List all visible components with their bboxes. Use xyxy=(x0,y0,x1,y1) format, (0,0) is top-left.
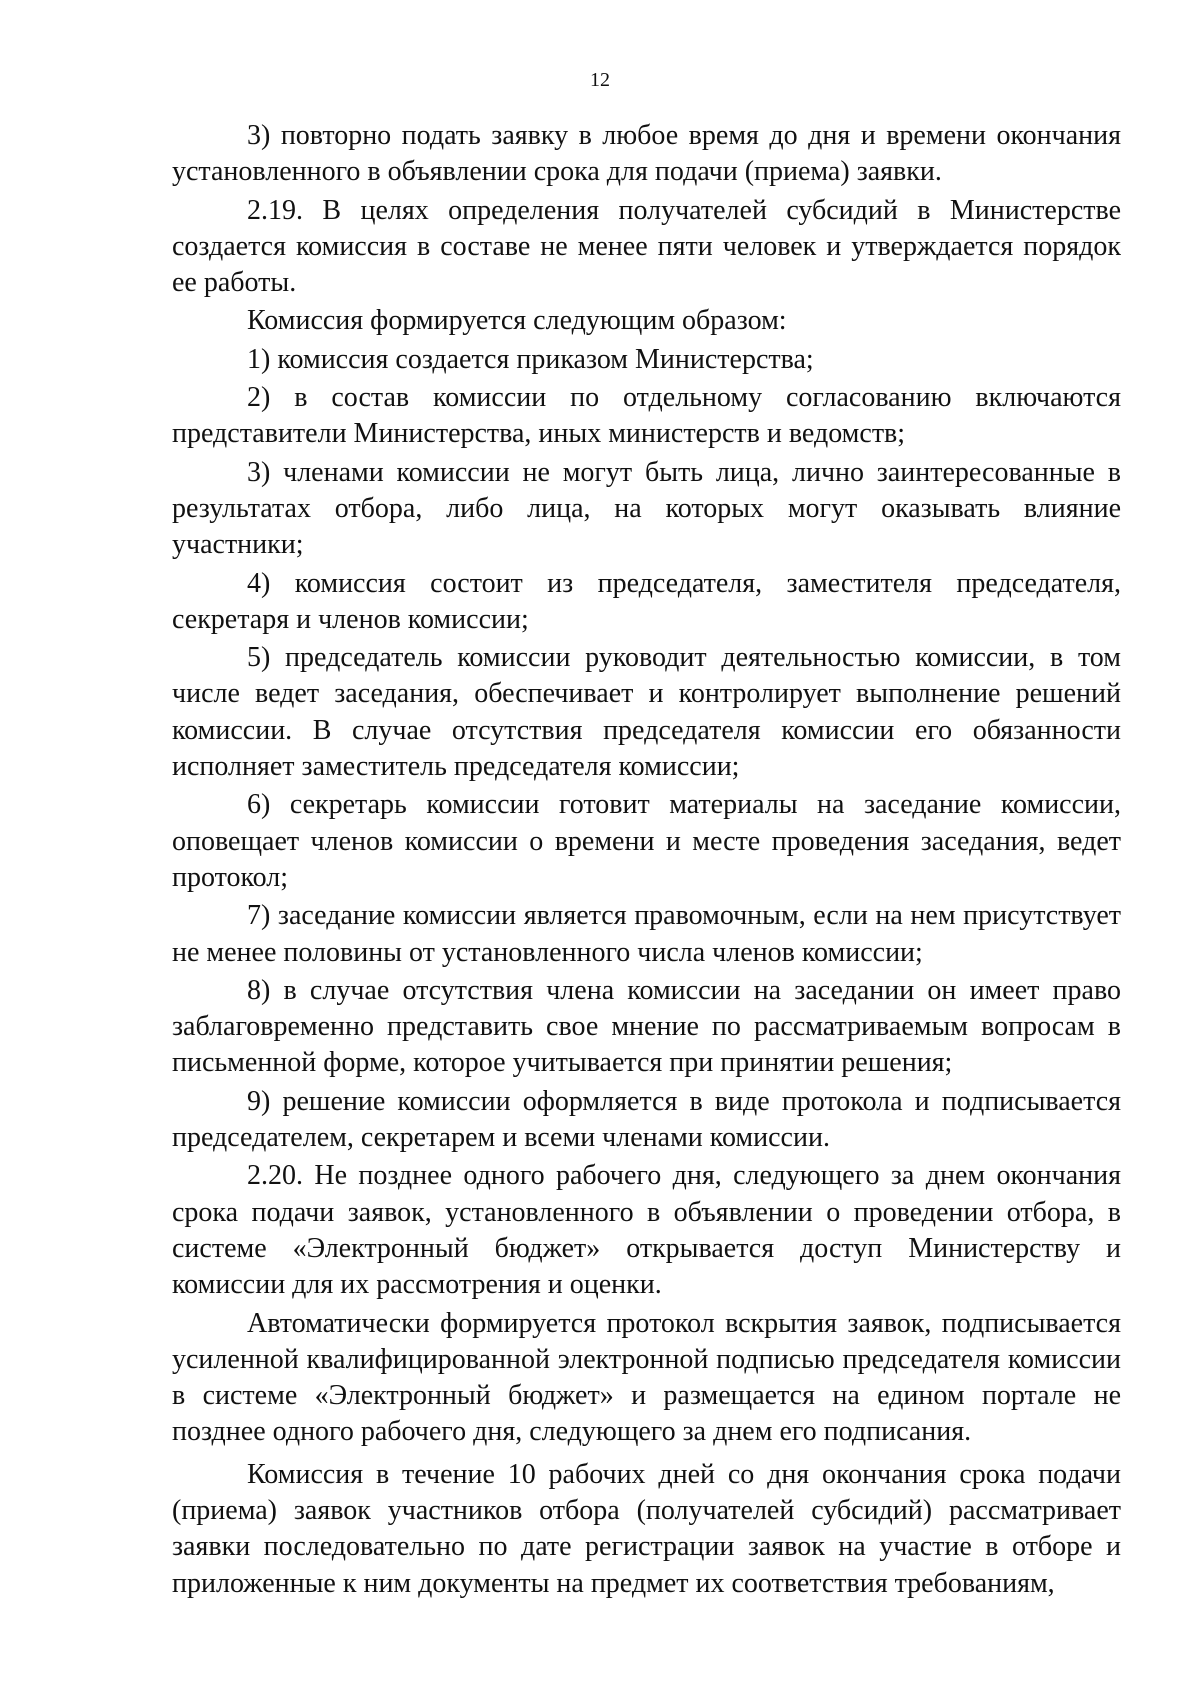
paragraph-item-9: 9) решение комиссии оформляется в виде протокола и подписывается председателем, секретарем и всеми членами комиссии. xyxy=(172,1085,1121,1154)
paragraph-item-8: 8) в случае отсутствия члена комиссии на заседании он имеет право заблаговременно представить свое мнение по рассматриваемым вопросам в письменной форме, которое учитывается при принятии решения; xyxy=(172,974,1121,1079)
page-number: 12 xyxy=(590,69,610,91)
paragraph-item-4: 4) комиссия состоит из председателя, заместителя председателя, секретаря и членов комиссии; xyxy=(172,567,1121,635)
paragraph-item-1: 1) комиссия создается приказом Министерства; xyxy=(247,343,814,375)
paragraph-item-6: 6) секретарь комиссии готовит материалы на заседание комиссии, оповещает членов комиссии о времени и месте проведения заседания, ведет протокол; xyxy=(172,789,1121,893)
paragraph-2-20: 2.20. Не позднее одного рабочего дня, следующего за днем окончания срока подачи заявок, установленного в объявлении о проведении отбора, в системе «Электронный бюджет» открывается доступ Министерству и комиссии для их рассмотрения и оценки. xyxy=(172,1160,1121,1301)
paragraph-item-7: 7) заседание комиссии является правомочным, если на нем присутствует не менее половины от установленного числа членов комиссии; xyxy=(172,900,1121,968)
paragraph-item-2: 2) в состав комиссии по отдельному согласованию включаются представители Министерства, иных министерств и ведомств; xyxy=(172,382,1121,450)
paragraph-opening-protocol: Автоматически формируется протокол вскрытия заявок, подписывается усиленной квалифицированной электронной подписью председателя комиссии в системе «Электронный бюджет» и размещается на едином портале не позднее одного рабочего дня, следующего за днем его подписания. xyxy=(172,1307,1121,1448)
paragraph-commission-review: Комиссия в течение 10 рабочих дней со дня окончания срока подачи (приема) заявок участников отбора (получателей субсидий) рассматривает заявки последовательно по дате регистрации заявок на участие в отборе и приложенные к ним документы на предмет их соответствия требованиям, xyxy=(172,1458,1121,1599)
document-body xyxy=(172,118,1121,1604)
paragraph-item-5: 5) председатель комиссии руководит деятельностью комиссии, в том числе ведет заседания, обеспечивает и контролирует выполнение решений комиссии. В случае отсутствия председателя комиссии его обязанности исполняет заместитель председателя комиссии; xyxy=(172,642,1121,783)
paragraph-item-3-resubmit: 3) повторно подать заявку в любое время до дня и времени окончания установленного в объявлении срока для подачи (приема) заявки. xyxy=(172,120,1121,188)
paragraph-item-3: 3) членами комиссии не могут быть лица, лично заинтересованные в результатах отбора, либо лица, на которых могут оказывать влияние участники; xyxy=(172,456,1121,561)
paragraph-2-19: 2.19. В целях определения получателей субсидий в Министерстве создается комиссия в составе не менее пяти человек и утверждается порядок ее работы. xyxy=(172,194,1121,299)
paragraph-commission-formation: Комиссия формируется следующим образом: xyxy=(247,305,787,337)
